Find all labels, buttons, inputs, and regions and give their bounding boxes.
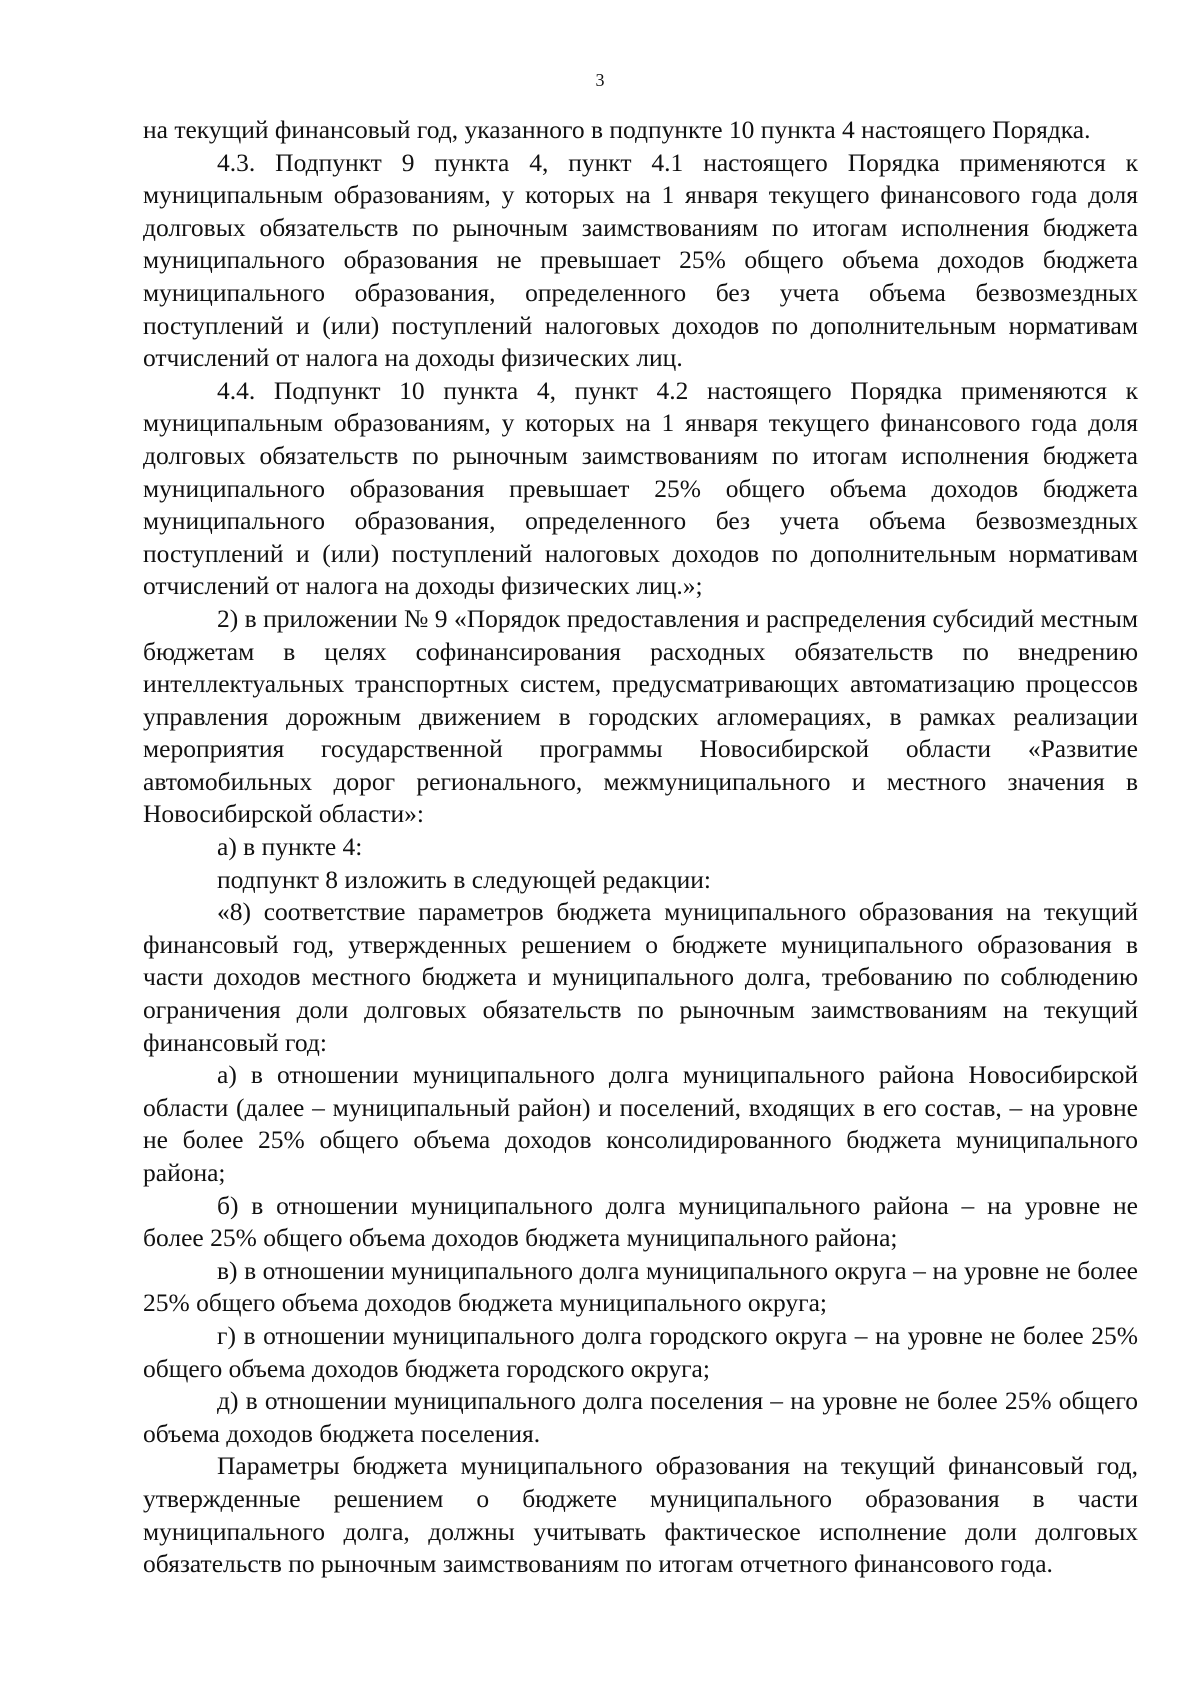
paragraph-clause-a: а) в отношении муниципального долга муниципального района Новосибирской области (далее – муниципальный район) и поселений, входящих в его состав, – на уровне не более 25% общего объема доходов консолидированного бюджета муниципального района; — [143, 1060, 1138, 1187]
paragraph-4-3: 4.3. Подпункт 9 пункта 4, пункт 4.1 настоящего Порядка применяются к муниципальным образованиям, у которых на 1 января текущего финансового года доля долговых обязательств по рыночным заимствованиям по итогам исполнения бюджета муниципального образования не превышает 25% общего объема доходов бюджета муниципального образования, определенного без учета объема безвозмездных поступлений и (или) поступлений налоговых доходов по дополнительным нормативам отчислений от налога на доходы физических лиц. — [143, 147, 1138, 373]
paragraph-clause-g: г) в отношении муниципального долга городского округа – на уровне не более 25% общего объема доходов бюджета городского округа; — [143, 1320, 1138, 1383]
paragraph-item-2: 2) в приложении № 9 «Порядок предоставления и распределения субсидий местным бюджетам в целях софинансирования расходных обязательств по внедрению интеллектуальных транспортных систем, предусматривающих автоматизацию процессов управления дорожным движением в городских агломерациях, в рамках реализации мероприятия государственной программы Новосибирской области «Развитие автомобильных дорог регионального, межмуниципального и местного значения в Новосибирской области»: — [143, 603, 1138, 829]
document-body — [143, 114, 1138, 1581]
paragraph-subitem-a: а) в пункте 4: — [217, 832, 363, 862]
paragraph-continuation: на текущий финансовый год, указанного в подпункте 10 пункта 4 настоящего Порядка. — [143, 115, 1091, 144]
paragraph-4-4: 4.4. Подпункт 10 пункта 4, пункт 4.2 настоящего Порядка применяются к муниципальным образованиям, у которых на 1 января текущего финансового года доля долговых обязательств по рыночным заимствованиям по итогам исполнения бюджета муниципального образования превышает 25% общего объема доходов бюджета муниципального образования, определенного без учета объема безвозмездных поступлений и (или) поступлений налоговых доходов по дополнительным нормативам отчислений от налога на доходы физических лиц.»; — [143, 375, 1138, 601]
paragraph-budget-parameters: Параметры бюджета муниципального образования на текущий финансовый год, утвержденные решением о бюджете муниципального образования в части муниципального долга, должны учитывать фактическое исполнение доли долговых обязательств по рыночным заимствованиям по итогам отчетного финансового года. — [143, 1451, 1138, 1579]
page-number: 3 — [595, 70, 605, 90]
paragraph-subpoint-8: «8) соответствие параметров бюджета муниципального образования на текущий финансовый год, утвержденных решением о бюджете муниципального образования в части доходов местного бюджета и муниципального долга, требованию по соблюдению ограничения доли долговых обязательств по рыночным заимствованиям на текущий финансовый год: — [143, 897, 1138, 1057]
paragraph-clause-d: д) в отношении муниципального долга поселения – на уровне не более 25% общего объема доходов бюджета поселения. — [143, 1386, 1138, 1448]
paragraph-clause-b: б) в отношении муниципального долга муниципального района – на уровне не более 25% общего объема доходов бюджета муниципального района; — [143, 1190, 1138, 1253]
paragraph-instruction: подпункт 8 изложить в следующей редакции: — [217, 864, 711, 894]
paragraph-clause-v: в) в отношении муниципального долга муниципального округа – на уровне не более 25% общего объема доходов бюджета муниципального округа; — [143, 1255, 1138, 1318]
